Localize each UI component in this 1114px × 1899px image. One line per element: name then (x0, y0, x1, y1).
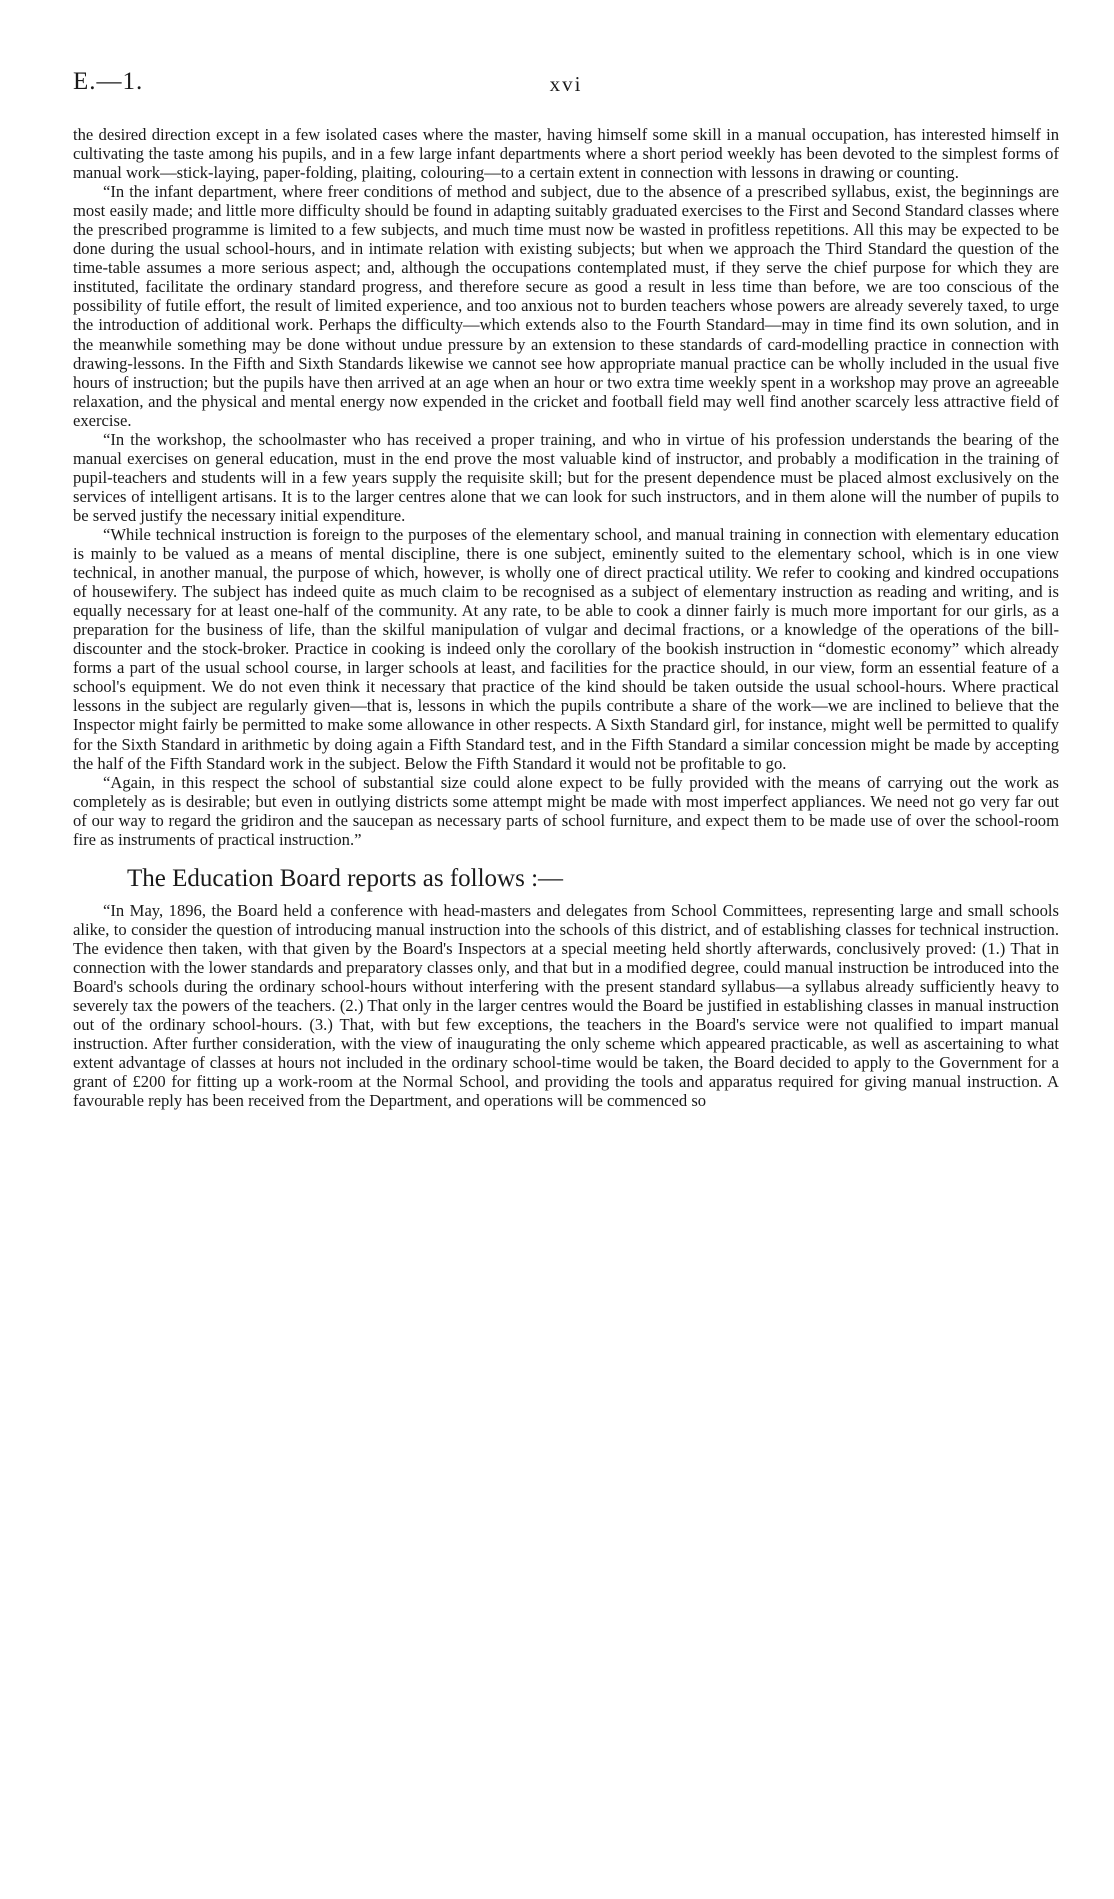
document-reference: E.—1. (73, 68, 144, 95)
page-body (73, 125, 1059, 1110)
section-heading: The Education Board reports as follows :— (127, 864, 564, 892)
paragraph-school-size: “Again, in this respect the school of substantial size could alone expect to be fully provided with the means of carrying out the work as completely as is desirable; but even in outlying districts some attempt might be made with most imperfect appliances. We need not go very far out of our way to regard the gridiron and the saucepan as necessary parts of school furniture, and expect them to be made use of over the school-room fire as instruments of practical instruction.” (73, 772, 1059, 849)
document-page (73, 58, 1059, 1110)
paragraph-continued: the desired direction except in a few isolated cases where the master, having himself some skill in a manual occupation, has interested himself in cultivating the taste among his pupils, and in a few large infant departments where a short period weekly has been devoted to the simplest forms of manual work—stick-laying, paper-folding, plaiting, colouring—to a certain extent in connection with lessons in drawing or counting. (73, 125, 1059, 183)
paragraph-infant-department: “In the infant department, where freer conditions of method and subject, due to the absence of a prescribed syllabus, exist, the beginnings are most easily made; and little more difficulty should be found in adapting suitably graduated exercises to the First and Second Standard classes where the prescribed programme is limited to a few subjects, and much time must now be wasted in profitless repetitions. All this may be expected to be done during the usual school-hours, and in intimate relation with existing subjects; but when we approach the Third Standard the question of the time-table assumes a more serious aspect; and, although the occupations contemplated must, if they serve the chief purpose for which they are instituted, facilitate the ordinary standard progress, and therefore secure as good a result in less time than before, we are too conscious of the possibility of futile effort, the result of limited experience, and too anxious not to burden teachers whose powers are already severely taxed, to urge the introduction of additional work. Perhaps the difficulty—which extends also to the Fourth Standard—may in time find its own solution, and in the meanwhile something may be done without undue pressure by an extension to these standards of card-modelling practice in connection with drawing-lessons. In the Fifth and Sixth Standards likewise we cannot see how appropriate manual practice can be wholly included in the usual five hours of instruction; but the pupils have then arrived at an age when an hour or two extra time weekly spent in a workshop may prove an agreeable relaxation, and the physical and mental energy now expended in the cricket and football field may well find another scarcely less attractive field of exercise. (73, 182, 1059, 430)
paragraph-workshop: “In the workshop, the schoolmaster who has received a proper training, and who in virtue of his profession understands the bearing of the manual exercises on general education, must in the end prove the most valuable kind of instructor, and probably a modification in the training of pupil-teachers and students will in a few years supply the requisite skill; but for the present dependence must be placed almost exclusively on the services of intelligent artisans. It is to the larger centres alone that we can look for such instructors, and in them alone will the number of pupils to be served justify the necessary initial expenditure. (73, 429, 1059, 525)
page-number: xvi (549, 72, 583, 96)
paragraph-technical-instruction: “While technical instruction is foreign to the purposes of the elementary school, and manual training in connection with elementary education is mainly to be valued as a means of mental discipline, there is one subject, eminently suited to the elementary school, which is in one view technical, in another manual, the purpose of which, however, is wholly one of direct practical utility. We refer to cooking and kindred occupations of housewifery. The subject has indeed quite as much claim to be recognised as a subject of elementary instruction as reading and writing, and is equally necessary for at least one-half of the community. At any rate, to be able to cook a dinner fairly is much more important for our girls, as a preparation for the business of life, than the skilful manipulation of vulgar and decimal fractions, or a knowledge of the operations of the bill-discounter and the stock-broker. Practice in cooking is indeed only the corollary of the bookish instruction in “domestic economy” which already forms a part of the usual school course, in larger schools at least, and facilities for the practice should, in our view, form an essential feature of a school's equipment. We do not even think it necessary that practice of the kind should be taken outside the usual school-hours. Where practical lessons in the subject are regularly given—that is, lessons in which the pupils contribute a share of the work—we are inclined to believe that the Inspector might fairly be permitted to make some allowance in other respects. A Sixth Standard girl, for instance, might well be permitted to qualify for the Sixth Standard in arithmetic by doing again a Fifth Standard test, and in the Fifth Standard a similar concession might be made by accepting the half of the Fifth Standard work in the subject. Below the Fifth Standard it would not be profitable to go. (73, 524, 1059, 773)
paragraph-board-report: “In May, 1896, the Board held a conference with head-masters and delegates from School Committees, representing large and small schools alike, to consider the question of introducing manual instruction into the schools of this district, and of establishing classes for technical instruction. The evidence then taken, with that given by the Board's Inspectors at a special meeting held shortly afterwards, conclusively proved: (1.) That in connection with the lower standards and preparatory classes only, and that but in a modified degree, could manual instruction be introduced into the Board's schools during the ordinary school-hours without interfering with the present standard syllabus—a syllabus already sufficiently heavy to severely tax the powers of the teachers. (2.) That only in the larger centres would the Board be justified in establishing classes in manual instruction out of the ordinary school-hours. (3.) That, with but few exceptions, the teachers in the Board's service were not qualified to impart manual instruction. After further consideration, with the view of inaugurating the only scheme which appeared practicable, as well as ascertaining to what extent advantage of classes at hours not included in the ordinary school-time would be taken, the Board decided to apply to the Government for a grant of £200 for fitting up a work-room at the Normal School, and providing the tools and apparatus required for giving manual instruction. A favourable reply has been received from the Department, and operations will be commenced so (73, 900, 1059, 1111)
page-header (73, 58, 1059, 98)
